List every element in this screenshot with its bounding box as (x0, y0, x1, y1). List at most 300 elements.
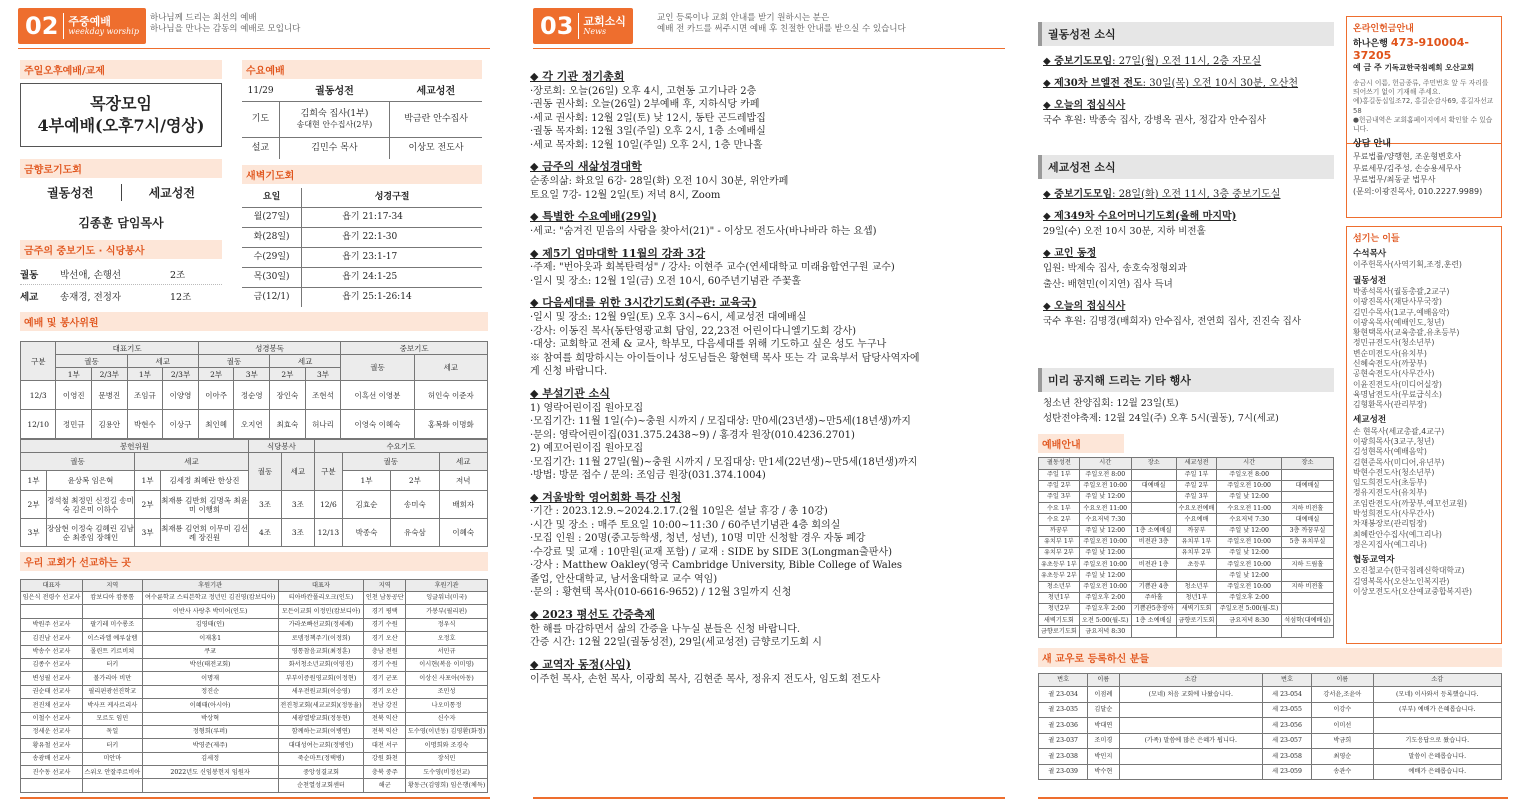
sunday-title: 주일오후예배/교제 (20, 60, 222, 79)
news-line: ·일시 및 장소: 12월 9일(토) 오후 3시~6시, 세교성전 대예배실 (530, 312, 807, 324)
st-sub: 2/3부 (92, 368, 128, 381)
friday-col-2: 세교성전 (148, 185, 195, 200)
mission-cell: 가봉부(필리핀) (406, 605, 488, 618)
worship-cell: 청년1부 (1039, 592, 1080, 603)
worship-cell: 주일오전 10:00 (1079, 581, 1131, 592)
worship-cell: 금요저녁 8:30 (1217, 615, 1282, 626)
st-sg: 세교 (127, 355, 198, 368)
st2-label: 2부 (135, 491, 161, 519)
staff-title: 섬기는 이들 (1353, 234, 1400, 244)
worship-cell: 주일 낮 12:00 (1217, 492, 1282, 503)
worship-cell: 주일오전 10:00 (1079, 480, 1131, 491)
staff-member: 육명남전도사(무료급식소) (1353, 389, 1442, 399)
worship-cell: 금향로기도회 (1176, 615, 1217, 626)
worship-cell: 유치부 2부 (1176, 548, 1217, 559)
mission-cell (21, 605, 83, 618)
staff-group: 세교성전 (1353, 415, 1387, 426)
staff-member: 정민규전도사(청소년부) (1353, 338, 1435, 348)
newcomer-cell (1373, 718, 1502, 734)
worship-cell: 1층 소예배실 (1131, 615, 1176, 626)
mission-cell: 티아바칸폴리오크(인도) (278, 592, 364, 605)
mission-cell: 이혜태(아시아) (142, 699, 278, 712)
worship-cell: 유초등부 2부 (1039, 570, 1080, 581)
mission-cell: 박원주 선교사 (21, 618, 83, 631)
news-heading: ◆ 금주의 새삶성경대학 (530, 160, 642, 174)
section-subtitle: News (583, 26, 607, 36)
wed-r1-label: 기도 (242, 101, 279, 137)
worship-cell: 주일오후 2:00 (1217, 592, 1282, 603)
mission-cell: 경기 오산 (364, 632, 406, 645)
worship-cell: 수요예배 (1176, 514, 1217, 525)
worship-cell: 지하 비전홀 (1281, 581, 1333, 592)
st2-names: 장삼현 이정숙 김혜린 김남순 최종임 장해인 (47, 519, 135, 547)
worship-cell: 기쁨관 4층 (1131, 581, 1176, 592)
worship-cell: 비전관 1층 (1131, 559, 1176, 570)
news-line: 이주헌 목사, 손헌 목사, 이광희 목사, 김현준 목사, 정유지 전도사, 임도회 전도사 (530, 673, 881, 685)
mission-cell: 황유철 선교사 (21, 739, 83, 752)
worship-cell: 청년1부 (1176, 592, 1217, 603)
worship-cell: 대예배실 (1281, 480, 1333, 491)
staff-member: 신혜숙전도사(까꿍부) (1353, 358, 1427, 368)
note-3: 예)홍길동십일조72, 홍길순감사69, 홍길자선교58 (1353, 97, 1494, 115)
mission-cell: 도수영(비정선교) (406, 766, 488, 779)
newcomer-cell: 궐 23-038 (1039, 749, 1088, 765)
ic-label: 궐동 (20, 269, 39, 281)
st2-s: 3조 (281, 491, 314, 519)
staff-member: 김성현목사(예배음악) (1353, 447, 1427, 457)
mission-row (21, 605, 488, 618)
mission-cell: 볼가리아 비만 (82, 672, 142, 685)
worship-cell: 대예배실 (1131, 480, 1176, 491)
newcomer-cell: 이미선 (1312, 718, 1373, 734)
st2-g: 4조 (249, 519, 282, 547)
newcomer-cell: 김달순 (1088, 702, 1119, 718)
mission-cell: 잉글워너(미국) (406, 592, 488, 605)
notice-text: : 30일(목) 오전 10시 30분, 오산천 (1142, 78, 1299, 89)
st-cell: 이양영 (163, 381, 199, 410)
newcomer-cell: 송관수 (1312, 764, 1373, 780)
ic-names: 박선애, 손행선 (60, 269, 122, 281)
note-4: ●헌금내역은 교회홈페이지에서 확인할 수 있습니다. (1353, 115, 1493, 133)
newcomer-cell (1119, 718, 1262, 734)
mission-cell: 전북 익산 (364, 725, 406, 738)
staff-member: 김영복목사(오산노인복지관) (1353, 576, 1450, 586)
newcomer-cell: 세 23-058 (1262, 749, 1311, 765)
mission-cell: 정세운 선교사 (21, 725, 83, 738)
mission-row (21, 699, 488, 712)
header-desc (657, 13, 906, 36)
st-gd: 궐동 (341, 355, 414, 381)
mission-cell: 인천 남동공단 (364, 592, 406, 605)
mission-cell: 가라쏘빠선교회(정세례) (278, 618, 364, 631)
ic-group: 2조 (170, 269, 186, 281)
st-sub: 1부 (56, 368, 92, 381)
friday-col-1: 궐동성전 (20, 184, 122, 201)
newcomer-row (1039, 687, 1502, 703)
segyo-news (1038, 188, 1334, 368)
worship-header: 세교성전 (1176, 457, 1217, 469)
worship-guide-table (1038, 457, 1334, 638)
st2-label: 1부 (21, 471, 47, 491)
worship-cell (1281, 469, 1333, 480)
online-title: 온라인헌금안내 (1353, 24, 1414, 34)
worship-cell: 주일 낮 12:00 (1079, 570, 1131, 581)
st-cell: 정민규 (56, 410, 92, 439)
newcomers (1038, 648, 1502, 780)
desc-line-1: 하나님께 드리는 최선의 예배 (150, 13, 257, 23)
worship-cell: 주일오전 8:00 (1217, 469, 1282, 480)
worship-cell: 주일오후 2:00 (1079, 592, 1131, 603)
news-line: ·방법: 방문 접수 / 문의: 조임금 원장(031.374.1004) (530, 470, 766, 482)
wed-r2-label: 설교 (242, 137, 279, 159)
mission-cell: 경기 수원 (364, 658, 406, 671)
st-sg: 세교 (414, 355, 487, 381)
worship-cell: 초등부 (1176, 559, 1217, 570)
dawn-h1: 요일 (242, 188, 302, 207)
upcoming-2: 성탄전야축제: 12월 24일(주) 오후 5시(궐동), 7시(세교) (1043, 413, 1279, 425)
staff-box (1346, 226, 1502, 644)
upcoming (1038, 398, 1334, 426)
st-sub: 3부 (234, 368, 270, 381)
worship-cell: 수요 1부 (1039, 503, 1080, 514)
st2-label: 3부 (21, 519, 47, 547)
mission-cell: 전북 익산 (364, 712, 406, 725)
worship-cell: 주일오전 8:00 (1079, 469, 1131, 480)
mission-cell: 김영태(인) (142, 618, 278, 631)
st-cell: 이영숙 이혜숙 (341, 410, 414, 439)
st-h-c: 중보기도 (341, 342, 488, 355)
mission-cell: 캄보디아 캄퐁톰 (82, 592, 142, 605)
st2-gd: 궐동 (342, 453, 439, 471)
mission-cell: 팔기레 미수롱조 (82, 618, 142, 631)
section-header (18, 8, 500, 54)
st2-b1: 1부 (342, 471, 390, 491)
news-line: ·문의: 영락어린이집(031.375.2438~9) / 홍경자 원장(010.4236.2701) (530, 429, 855, 441)
mission-row (21, 672, 488, 685)
st2-gd: 궐동 (249, 453, 282, 491)
staff-member: 공현숙전도사(사무간사) (1353, 369, 1435, 379)
worship-cell (1131, 548, 1176, 559)
staff-member: 박종석목사(궐동총괄,2교구) (1353, 286, 1450, 296)
mission-cell: 해군 (364, 779, 406, 792)
newcomer-cell: 세 23-059 (1262, 764, 1311, 780)
worship-row (1039, 570, 1334, 581)
worship-cell: 수요오전 11:00 (1217, 503, 1282, 514)
notice-heading (1043, 55, 1334, 68)
counsel-item: 무료법무/최동균 법무사 (1353, 175, 1436, 185)
missions-title: 우리 교회가 선교하는 곳 (20, 552, 488, 571)
worship-cell: 주일 3부 (1176, 492, 1217, 503)
st2-b3: 저녁 (439, 471, 487, 491)
st-date: 12/3 (21, 381, 56, 410)
mission-cell: 경기 평택 (364, 605, 406, 618)
newcomer-cell: 기도응답으로 왔습니다. (1373, 733, 1502, 749)
worship-cell: 주일오전 10:00 (1217, 480, 1282, 491)
wed-r1-b: 송대현 안수집사(2부) (296, 119, 373, 129)
worship-row (1039, 592, 1334, 603)
wed-date: 11/29 (247, 86, 274, 97)
page-weekday-worship (0, 0, 500, 808)
st2-label: 1부 (135, 471, 161, 491)
staff-list (1353, 249, 1495, 597)
news-line: ·대상: 교회학교 전체 & 교사, 학부모, 다음세대를 위해 기도하고 싶은 성도 누구나 (530, 339, 887, 351)
section-title: 주중예배 (68, 15, 111, 29)
dawn-h2: 성경구절 (302, 188, 482, 207)
mission-row (21, 632, 488, 645)
st2-x: 김효순 (342, 491, 390, 519)
mission-row (21, 618, 488, 631)
worship-cell (1281, 603, 1333, 614)
dawn-verse: 욥기 25:1-26:14 (302, 287, 482, 307)
newcomer-cell: (부부) 예배가 은혜롭습니다. (1373, 702, 1502, 718)
worship-cell: 주일 3부 (1039, 492, 1080, 503)
newcomer-cell: 이강수 (1312, 702, 1373, 718)
mission-header: 지역 (82, 580, 142, 592)
newcomer-header: 번호 (1262, 674, 1311, 687)
worship-cell: 주일 낮 12:00 (1079, 492, 1131, 503)
worship-row (1039, 581, 1334, 592)
counsel-item: 무료세무/김주성, 손승용세무사 (1353, 163, 1462, 173)
st2-z: 이혜숙 (439, 519, 487, 547)
staff-member: 황현택목사(교육총괄,유초등부) (1353, 328, 1460, 338)
dawn-verse: 욥기 22:1-30 (302, 227, 482, 247)
mission-cell: 죽순마트(정택병) (278, 752, 364, 765)
st2-sg: 세교 (439, 453, 487, 471)
news-line: ·모집기간: 11월 1일(수)~충원 시까지 / 모집대상: 만0세(23년생)~만5세(18년생)까지 (530, 416, 911, 428)
worship-cell (1217, 626, 1282, 637)
upcoming-title: 미리 공지해 드리는 기타 행사 (1038, 368, 1334, 392)
worship-row (1039, 469, 1334, 480)
mission-cell: 터키 (82, 658, 142, 671)
mission-cell: 로뎀정책주기(이정희) (278, 632, 364, 645)
staff-member: 정유지전도사(유치부) (1353, 488, 1427, 498)
worship-cell (1281, 492, 1333, 503)
dawn-verse: 욥기 21:17-34 (302, 207, 482, 227)
st2-label: 3부 (135, 519, 161, 547)
notice-title: ◆ 교인 동정 (1043, 248, 1097, 260)
account: 473-910004-37205 (1353, 36, 1469, 62)
newcomer-cell: 궐 23-035 (1039, 702, 1088, 718)
newcomer-cell: 이점례 (1088, 687, 1119, 703)
worship-cell: 주일 낮 12:00 (1217, 525, 1282, 536)
worship-row (1039, 626, 1334, 637)
notice-line: 29일(수) 오전 10시 30분, 지하 비전홀 (1043, 226, 1206, 237)
worship-row (1039, 559, 1334, 570)
notice-title: ◆ 제349차 수요어머니기도회(올해 마지막) (1043, 211, 1237, 222)
mission-cell: 경기 오산 (364, 685, 406, 698)
mission-cell: 진수동 선교사 (21, 766, 83, 779)
mission-row (21, 685, 488, 698)
mission-row (21, 725, 488, 738)
wed-r1-c: 박금란 안수집사 (390, 101, 482, 137)
news-line: ·일시 및 장소: 12월 1일(금) 오전 10시, 60주년기념관 주꽃홀 (530, 275, 802, 287)
worship-cell: 주일오전 10:00 (1079, 536, 1131, 547)
staff-member: 조임란전도사(까꿍부,예꼬선교원) (1353, 498, 1468, 508)
st-cell: 허인숙 이준자 (414, 381, 487, 410)
news-line: 토요일 7강- 12월 2일(토) 저녁 8시, Zoom (530, 189, 721, 201)
newcomer-cell: 박수현 (1088, 764, 1119, 780)
page-church-news (515, 0, 1015, 808)
st2-gd: 궐동 (21, 453, 135, 471)
newcomer-cell: 세 23-057 (1262, 733, 1311, 749)
friday-prayer-title: 금향로기도회 (20, 159, 222, 178)
st2-names: 정석철 최정민 신정길 송미숙 김은미 이하수 (47, 491, 135, 519)
worship-cell (1176, 626, 1217, 637)
worship-cell: 수요오전예배 (1176, 503, 1217, 514)
mission-cell: 이반사 사랑추 박미어(인도) (142, 605, 278, 618)
news-line: ·수강료 및 교재 : 10만원(교재 포함) / 교재 : SIDE by SIDE 3(Longman출판사) (530, 546, 893, 558)
sunday-line-1: 목장모임 (90, 94, 152, 114)
st-sub: 1부 (127, 368, 163, 381)
newcomer-cell: 조미경 (1088, 733, 1119, 749)
mission-cell: 박영준(제주) (142, 739, 278, 752)
worship-cell: 주일 낮 12:00 (1217, 548, 1282, 559)
news-line: ·세교 목자회: 12월 10일(주일) 오후 2시, 1층 만나홀 (530, 139, 763, 151)
news-heading: ◆ 2023 평선도 간증축제 (530, 607, 655, 621)
mission-cell: 이재홍1 (142, 632, 278, 645)
st-cell: 이아주 (198, 381, 234, 410)
staff-member: 정은지집사(예그리나) (1353, 539, 1427, 549)
news-heading: ◆ 각 기관 정기총회 (530, 70, 625, 83)
ic-label: 세교 (20, 292, 39, 303)
worship-cell: 대예배실 (1281, 514, 1333, 525)
worship-guide-title: 예배안내 (1038, 434, 1124, 453)
mission-cell: 부부이증원영교회(이정현) (278, 672, 364, 685)
st2-names: 김세정 최혜란 한상진 (161, 471, 249, 491)
notice-line: 국수 후원: 김명경(배희자) 안수집사, 전연희 집사, 진진숙 집사 (1043, 316, 1302, 328)
mission-cell: 터키 (82, 739, 142, 752)
worship-cell: 주일오전 10:00 (1079, 559, 1131, 570)
news-line: ·기간 : 2023.12.9.~2024.2.17.(2월 10일은 설날 휴강 / 총 10강) (530, 506, 828, 518)
mission-cell: 영통참음교회(최정훈) (278, 645, 364, 658)
staff-member: 차재봉장로(관리팀장) (1353, 519, 1427, 529)
wednesday-table (242, 83, 482, 159)
staff-member: 박성희전도사(사무간사) (1353, 508, 1435, 518)
note-2: 띄어쓰기 없이 기재해 주세요. (1353, 88, 1441, 97)
news-line: ·장로회: 오늘(26일) 오후 4시, 고현동 고기나라 2층 (530, 85, 757, 97)
worship-cell: 주일 1부 (1176, 469, 1217, 480)
worship-cell: 금향로기도회 (1039, 626, 1080, 637)
mission-cell: 신수자 (406, 712, 488, 725)
notice-text: : 27일(월) 오전 11시, 2층 자모실 (1112, 56, 1262, 67)
staff-member: 김현준목사(미디어,유년부) (1353, 457, 1445, 467)
mission-cell: 이스라엘 예루살렘 (82, 632, 142, 645)
dawn-day: 목(30일) (242, 267, 302, 287)
newcomer-cell: (가족) 말씀에 많은 은혜가 됩니다. (1119, 733, 1262, 749)
st2-y: 유숙삼 (391, 519, 439, 547)
mission-cell: 독일 (82, 725, 142, 738)
mission-cell: 순천열성교회센터 (278, 779, 364, 792)
staff-member: 이주헌목사(사역기획,조정,훈련) (1353, 260, 1462, 270)
mission-cell: 이명재 (142, 672, 278, 685)
st-cell: 장인숙 (270, 381, 306, 410)
intercession-title: 금주의 중보기도 · 식당봉사 (20, 240, 222, 259)
worship-cell (1131, 469, 1176, 480)
worship-row (1039, 503, 1334, 514)
notice-heading (1043, 77, 1334, 90)
newcomer-cell (1119, 702, 1262, 718)
wednesday-title: 수요예배 (242, 60, 482, 79)
worship-cell: 주일 2부 (1039, 480, 1080, 491)
header-desc (150, 13, 300, 36)
worship-cell: 기쁨관5층장아 (1131, 603, 1176, 614)
mission-cell: 경기 수원 (364, 618, 406, 631)
worship-header: 장소 (1281, 457, 1333, 469)
st-h-a: 대표기도 (56, 342, 198, 355)
worship-row (1039, 603, 1334, 614)
worship-cell (1131, 514, 1176, 525)
news-line: 1) 영락어린이집 원아모집 (530, 402, 644, 414)
mission-cell: 박사프 케사르리사 (82, 699, 142, 712)
mission-cell: 정우식 (406, 618, 488, 631)
news-line: 2) 예꼬어린이집 원아모집 (530, 443, 644, 455)
mission-header: 대표자 (21, 580, 83, 592)
friday-lead: 김종훈 담임목사 (78, 216, 164, 230)
worship-cell: 수요저녁 7:30 (1079, 514, 1131, 525)
mission-header: 후원기관 (406, 580, 488, 592)
wed-col-2: 세교성전 (390, 83, 482, 101)
staff-group: 협동교역자 (1353, 555, 1395, 566)
section-number: 03 (540, 12, 574, 40)
st-cell: 이흑선 이영분 (341, 381, 414, 410)
worship-cell: 주일 1부 (1039, 469, 1080, 480)
mission-cell: 서민규 (406, 645, 488, 658)
worship-header: 궐동성전 (1039, 457, 1080, 469)
mission-cell: 세우전원교회(이승영) (278, 685, 364, 698)
worship-cell: 유치부 1부 (1039, 536, 1080, 547)
worship-cell (1176, 570, 1217, 581)
serve-title: 예배 및 봉사위원 (20, 312, 488, 331)
mission-cell: 2022년도 신임봉헌지 임원자 (142, 766, 278, 779)
news-heading: ◆ 부설기관 소식 (530, 386, 610, 400)
notice-title: ◆ 오늘의 접심식사 (1043, 301, 1126, 313)
sunday-line-2: 4부예배(오후7시/영상) (37, 116, 205, 135)
holder-name: 기독교한국침례회 오산교회 (1384, 63, 1475, 72)
staff-group: 궐동성전 (1353, 275, 1387, 286)
worship-cell: 수요 2부 (1039, 514, 1080, 525)
staff-member: 김형환목사(관리부장) (1353, 400, 1427, 410)
worship-cell: 5층 유치부실 (1281, 536, 1333, 547)
st-date: 12/10 (21, 410, 56, 439)
worship-cell: 청년2부 (1039, 603, 1080, 614)
notice-line: 출산: 배현민(이지연) 집사 득녀 (1043, 278, 1173, 290)
intercession-list (20, 263, 222, 307)
section-title: 교회소식 (583, 15, 626, 29)
staff-member: 손 현목사(세교총괄,4교구) (1353, 426, 1445, 436)
dawn-title: 새벽기도회 (242, 165, 482, 184)
notice-title: ◆ 중보기도모임 (1043, 56, 1113, 67)
mission-cell: 강원 화천 (364, 752, 406, 765)
news-line: ·문의 : 황현택 목사(010-6616-9652) / 12월 3일까지 신청 (530, 587, 792, 599)
worship-cell: 새벽기도회 (1176, 603, 1217, 614)
worship-cell: 주일오전 10:00 (1217, 581, 1282, 592)
page-announcements (1030, 0, 1518, 808)
mission-header: 지역 (364, 580, 406, 592)
newcomer-header: 이름 (1312, 674, 1373, 687)
notice-heading (1043, 210, 1334, 223)
newcomer-cell: 예배가 은혜롭습니다. (1373, 764, 1502, 780)
dawn-table (242, 188, 482, 307)
st-cell: 이영진 (56, 381, 92, 410)
newcomer-cell: (모네) 이사와서 등록했습니다. (1373, 687, 1502, 703)
newcomer-cell: 박민지 (1088, 749, 1119, 765)
st2-sg: 세교 (135, 453, 249, 471)
news-line: ※ 참여를 희망하시는 아이들이나 성도님들은 황현택 목사 또는 각 교육부서 담당사역자에 (530, 352, 920, 364)
st2-h-a: 봉헌위원 (21, 440, 249, 453)
worship-row (1039, 492, 1334, 503)
notice-heading (1043, 300, 1334, 313)
worship-cell (1131, 503, 1176, 514)
